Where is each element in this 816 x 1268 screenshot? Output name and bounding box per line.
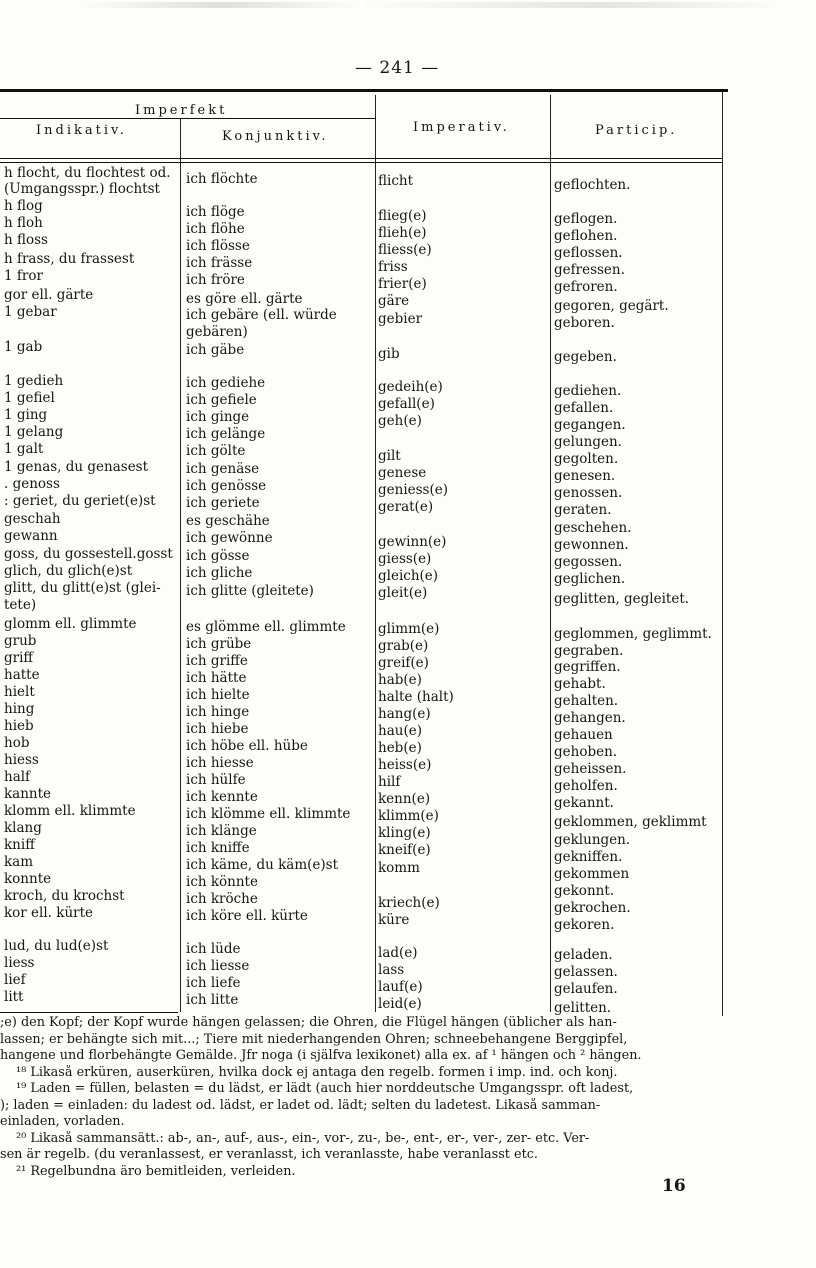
konjunktiv-cell: ich hinge xyxy=(186,704,250,720)
imperativ-cell: kriech(e) xyxy=(378,895,440,911)
konjunktiv-cell: ich gliche xyxy=(186,565,253,581)
imperativ-cell: lass xyxy=(378,962,405,978)
imperativ-cell: gäre xyxy=(378,293,410,309)
particip-cell: gekannt. xyxy=(554,795,614,811)
imperativ-cell: grab(e) xyxy=(378,638,429,654)
particip-cell: gelaufen. xyxy=(554,981,618,997)
imperativ-cell: klimm(e) xyxy=(378,808,439,824)
particip-cell: geglitten, gegleitet. xyxy=(554,591,690,607)
particip-cell: gehabt. xyxy=(554,676,606,692)
indikativ-cell: . genoss xyxy=(4,476,60,492)
imperativ-cell: leid(e) xyxy=(378,996,422,1012)
particip-cell: gekommen xyxy=(554,866,630,882)
indikativ-cell: 1 ging xyxy=(4,407,48,423)
konjunktiv-cell: ich hätte xyxy=(186,670,247,686)
imperativ-cell: küre xyxy=(378,912,410,928)
indikativ-cell: kam xyxy=(4,854,34,870)
indikativ-cell: hiess xyxy=(4,752,39,768)
particip-cell: gegeben. xyxy=(554,349,617,365)
header-rule-2 xyxy=(0,162,722,163)
particip-cell: geladen. xyxy=(554,947,613,963)
col-divider-3 xyxy=(550,95,551,1012)
konjunktiv-cell: ich gelänge xyxy=(186,426,266,442)
indikativ-cell: tete) xyxy=(4,597,37,613)
particip-cell: geschehen. xyxy=(554,520,632,536)
konjunktiv-cell: ich hielte xyxy=(186,687,250,703)
imperativ-cell: flicht xyxy=(378,173,414,189)
particip-cell: gekrochen. xyxy=(554,900,631,916)
indikativ-cell: (Umgangsspr.) flochtst xyxy=(4,181,160,197)
indikativ-cell: glich, du glich(e)st xyxy=(4,563,133,579)
indikativ-cell: h flocht, du flochtest od. xyxy=(4,165,171,181)
indikativ-cell: klomm ell. klimmte xyxy=(4,803,136,819)
indikativ-cell: h flog xyxy=(4,198,43,214)
header-imperativ: Imperativ. xyxy=(413,120,510,135)
imperativ-cell: flieg(e) xyxy=(378,208,427,224)
imperativ-cell: kenn(e) xyxy=(378,791,431,807)
imperativ-cell: hang(e) xyxy=(378,706,431,722)
particip-cell: geklungen. xyxy=(554,832,631,848)
imperativ-cell: gerat(e) xyxy=(378,499,434,515)
konjunktiv-cell: ich kennte xyxy=(186,789,258,805)
konjunktiv-cell: es glömme ell. glimmte xyxy=(186,619,346,635)
indikativ-cell: : geriet, du geriet(e)st xyxy=(4,493,156,509)
konjunktiv-cell: ich käme, du käm(e)st xyxy=(186,857,339,873)
imperativ-cell: flieh(e) xyxy=(378,225,427,241)
indikativ-cell: hieb xyxy=(4,718,34,734)
footnote-line: ;e) den Kopf; der Kopf wurde hängen gelassen; die Ohren, die Flügel hängen (üblicher als han- xyxy=(0,1015,617,1030)
footnote-line: einladen, vorladen. xyxy=(0,1114,125,1129)
particip-cell: geglichen. xyxy=(554,571,626,587)
particip-cell: gewonnen. xyxy=(554,537,629,553)
particip-cell: geflossen. xyxy=(554,245,623,261)
konjunktiv-cell: ich ginge xyxy=(186,409,250,425)
col-divider-1 xyxy=(180,119,181,1012)
indikativ-cell: kroch, du krochst xyxy=(4,888,125,904)
particip-cell: gegossen. xyxy=(554,554,623,570)
konjunktiv-cell: ich liesse xyxy=(186,958,250,974)
indikativ-cell: lud, du lud(e)st xyxy=(4,938,109,954)
konjunktiv-cell: ich griffe xyxy=(186,653,248,669)
indikativ-cell: half xyxy=(4,769,31,785)
indikativ-cell: 1 fror xyxy=(4,268,43,284)
konjunktiv-cell: ich geriete xyxy=(186,495,260,511)
indikativ-cell: 1 gelang xyxy=(4,424,64,440)
imperativ-cell: gewinn(e) xyxy=(378,534,447,550)
indikativ-cell: kor ell. kürte xyxy=(4,905,94,921)
imperativ-cell: genese xyxy=(378,465,427,481)
particip-cell: gefallen. xyxy=(554,400,614,416)
konjunktiv-cell: ich glitte (gleitete) xyxy=(186,583,314,599)
particip-cell: geboren. xyxy=(554,315,615,331)
table-top-rule xyxy=(0,89,728,92)
imperativ-cell: gilt xyxy=(378,448,401,464)
particip-cell: geflohen. xyxy=(554,228,618,244)
imperativ-cell: kling(e) xyxy=(378,825,431,841)
col-divider-2 xyxy=(375,95,376,1012)
particip-cell: gegraben. xyxy=(554,643,624,659)
imperativ-cell: hau(e) xyxy=(378,723,422,739)
konjunktiv-cell: ich grübe xyxy=(186,636,252,652)
konjunktiv-cell: ich gösse xyxy=(186,548,250,564)
imperativ-cell: gleit(e) xyxy=(378,585,428,601)
imperfekt-rule xyxy=(0,118,375,119)
footnote-rule xyxy=(0,1012,178,1013)
imperativ-cell: komm xyxy=(378,860,420,876)
footnote-line: ²⁰ Likaså sammansätt.: ab-, an-, auf-, aus-, ein-, vor-, zu-, be-, ent-, er-, ver-, zer- etc. Ver- xyxy=(16,1130,590,1146)
particip-cell: geklommen, geklimmt xyxy=(554,814,707,830)
imperativ-cell: giess(e) xyxy=(378,551,432,567)
konjunktiv-cell: es göre ell. gärte xyxy=(186,291,303,307)
indikativ-cell: 1 gedieh xyxy=(4,373,64,389)
indikativ-cell: gewann xyxy=(4,528,58,544)
imperativ-cell: gebier xyxy=(378,311,423,327)
indikativ-cell: klang xyxy=(4,820,42,836)
imperativ-cell: geniess(e) xyxy=(378,482,449,498)
imperativ-cell: lad(e) xyxy=(378,945,418,961)
konjunktiv-cell: ich flöge xyxy=(186,204,245,220)
konjunktiv-cell: ich gewönne xyxy=(186,530,273,546)
particip-cell: geraten. xyxy=(554,502,612,518)
imperativ-cell: halte (halt) xyxy=(378,689,454,705)
konjunktiv-cell: ich hiebe xyxy=(186,721,249,737)
konjunktiv-cell: ich höbe ell. hübe xyxy=(186,738,308,754)
imperativ-cell: heiss(e) xyxy=(378,757,432,773)
imperativ-cell: geh(e) xyxy=(378,413,422,429)
indikativ-cell: 1 galt xyxy=(4,441,44,457)
konjunktiv-cell: ich flöhe xyxy=(186,221,245,237)
particip-cell: gekoren. xyxy=(554,917,615,933)
konjunktiv-cell: ich gefiele xyxy=(186,392,257,408)
indikativ-cell: h frass, du frassest xyxy=(4,251,135,267)
konjunktiv-cell: ich gölte xyxy=(186,443,246,459)
indikativ-cell: goss, du gossestell.gosst xyxy=(4,546,173,562)
header-konjunktiv: Konjunktiv. xyxy=(222,129,329,144)
particip-cell: geflochten. xyxy=(554,177,631,193)
header-indikativ: Indikativ. xyxy=(36,123,127,138)
footnote-line: ¹⁸ Likaså erküren, auserküren, hvilka dock ej antaga den regelb. formen i imp. ind. och konj. xyxy=(16,1064,618,1080)
indikativ-cell: konnte xyxy=(4,871,52,887)
header-particip: Particip. xyxy=(595,123,678,138)
particip-cell: geheissen. xyxy=(554,761,627,777)
particip-cell: gegangen. xyxy=(554,417,626,433)
imperativ-cell: kneif(e) xyxy=(378,842,431,858)
indikativ-cell: h floss xyxy=(4,232,48,248)
imperativ-cell: hab(e) xyxy=(378,672,422,688)
header-rule xyxy=(0,158,722,159)
indikativ-cell: h floh xyxy=(4,215,43,231)
particip-cell: gekonnt. xyxy=(554,883,615,899)
indikativ-cell: 1 gebar xyxy=(4,304,57,320)
indikativ-cell: 1 gefiel xyxy=(4,390,55,406)
footnote-line: ); laden = einladen: du ladest od. lädst, er ladet od. lädt; selten du ladetest. Likaså samman- xyxy=(0,1097,601,1113)
imperativ-cell: gleich(e) xyxy=(378,568,439,584)
footnotes xyxy=(0,1015,716,1180)
konjunktiv-cell: ich köre ell. kürte xyxy=(186,908,308,924)
indikativ-cell: litt xyxy=(4,989,24,1005)
indikativ-cell: hielt xyxy=(4,684,35,700)
konjunktiv-cell: ich lüde xyxy=(186,941,241,957)
konjunktiv-cell: ich hiesse xyxy=(186,755,254,771)
konjunktiv-cell: ich klömme ell. klimmte xyxy=(186,806,351,822)
imperativ-cell: gedeih(e) xyxy=(378,379,443,395)
indikativ-cell: kniff xyxy=(4,837,35,853)
imperativ-cell: gib xyxy=(378,346,400,362)
konjunktiv-cell: ich kniffe xyxy=(186,840,250,856)
indikativ-cell: geschah xyxy=(4,511,61,527)
particip-cell: genossen. xyxy=(554,485,623,501)
imperativ-cell: fliess(e) xyxy=(378,242,432,258)
particip-cell: gelassen. xyxy=(554,964,618,980)
imperativ-cell: heb(e) xyxy=(378,740,422,756)
imperativ-cell: gefall(e) xyxy=(378,396,435,412)
indikativ-cell: glomm ell. glimmte xyxy=(4,616,137,632)
konjunktiv-cell: ich gediehe xyxy=(186,375,266,391)
konjunktiv-cell: ich klänge xyxy=(186,823,257,839)
imperativ-cell: greif(e) xyxy=(378,655,429,671)
konjunktiv-cell: ich genösse xyxy=(186,478,267,494)
particip-cell: gegoren, gegärt. xyxy=(554,298,669,314)
imperativ-cell: friss xyxy=(378,259,408,275)
particip-cell: gediehen. xyxy=(554,383,622,399)
imperativ-cell: lauf(e) xyxy=(378,979,423,995)
footnote-line: sen är regelb. (du veranlassest, er veranlasst, ich veranlasste, habe veranlasst etc. xyxy=(0,1147,538,1162)
indikativ-cell: liess xyxy=(4,955,35,971)
konjunktiv-cell: ich liefe xyxy=(186,975,241,991)
indikativ-cell: lief xyxy=(4,972,26,988)
particip-cell: gegriffen. xyxy=(554,659,621,675)
scan-edge xyxy=(80,2,780,8)
footnote-line: ¹⁹ Laden = füllen, belasten = du lädst, er lädt (auch hier norddeutsche Umgangsspr. oft ladest, xyxy=(16,1081,634,1096)
footnote-line: hangene und florbehängte Gemälde. Jfr noga (i själfva lexikonet) alla ex. af ¹ hängen och ² hängen. xyxy=(0,1048,642,1063)
konjunktiv-cell: ich genäse xyxy=(186,461,260,477)
particip-cell: gegolten. xyxy=(554,451,619,467)
konjunktiv-cell: ich fröre xyxy=(186,272,245,288)
particip-cell: gefroren. xyxy=(554,279,618,295)
konjunktiv-cell: ich könnte xyxy=(186,874,258,890)
konjunktiv-cell: gebären) xyxy=(186,324,248,340)
indikativ-cell: gor ell. gärte xyxy=(4,287,94,303)
particip-cell: gefressen. xyxy=(554,262,625,278)
particip-cell: genesen. xyxy=(554,468,616,484)
indikativ-cell: glitt, du glitt(e)st (glei- xyxy=(4,580,161,596)
konjunktiv-cell: ich flösse xyxy=(186,238,250,254)
footnote-line: lassen; er behängte sich mit...; Tiere mit niederhangenden Ohren; schneebehangene Berggipfel, xyxy=(0,1031,628,1047)
particip-cell: geglommen, geglimmt. xyxy=(554,626,712,642)
particip-cell: gehalten. xyxy=(554,693,619,709)
page-number: — 241 — xyxy=(355,58,440,78)
footnote-line: ²¹ Regelbundna äro bemitleiden, verleiden. xyxy=(16,1163,296,1179)
imperativ-cell: hilf xyxy=(378,774,401,790)
indikativ-cell: hatte xyxy=(4,667,40,683)
konjunktiv-cell: ich frässe xyxy=(186,255,253,271)
indikativ-cell: 1 gab xyxy=(4,339,43,355)
indikativ-cell: kannte xyxy=(4,786,52,802)
konjunktiv-cell: es geschähe xyxy=(186,513,270,529)
konjunktiv-cell: ich gäbe xyxy=(186,342,245,358)
particip-cell: gehangen. xyxy=(554,710,626,726)
imperativ-cell: glimm(e) xyxy=(378,621,440,637)
indikativ-cell: hing xyxy=(4,701,35,717)
indikativ-cell: grub xyxy=(4,633,37,649)
header-imperfekt: Imperfekt xyxy=(135,103,228,118)
particip-cell: geholfen. xyxy=(554,778,618,794)
particip-cell: gelungen. xyxy=(554,434,622,450)
konjunktiv-cell: ich kröche xyxy=(186,891,258,907)
particip-cell: gehoben. xyxy=(554,744,618,760)
particip-cell: gelitten. xyxy=(554,1000,612,1016)
table-right-edge xyxy=(722,92,723,1016)
particip-cell: gekniffen. xyxy=(554,849,623,865)
konjunktiv-cell: ich flöchte xyxy=(186,171,258,187)
konjunktiv-cell: ich litte xyxy=(186,992,239,1008)
konjunktiv-cell: ich hülfe xyxy=(186,772,246,788)
particip-cell: geflogen. xyxy=(554,211,618,227)
imperativ-cell: frier(e) xyxy=(378,276,427,292)
signature-mark: 16 xyxy=(662,1176,686,1196)
indikativ-cell: griff xyxy=(4,650,34,666)
konjunktiv-cell: ich gebäre (ell. würde xyxy=(186,307,337,323)
particip-cell: gehauen xyxy=(554,727,613,743)
indikativ-cell: hob xyxy=(4,735,30,751)
indikativ-cell: 1 genas, du genasest xyxy=(4,459,149,475)
